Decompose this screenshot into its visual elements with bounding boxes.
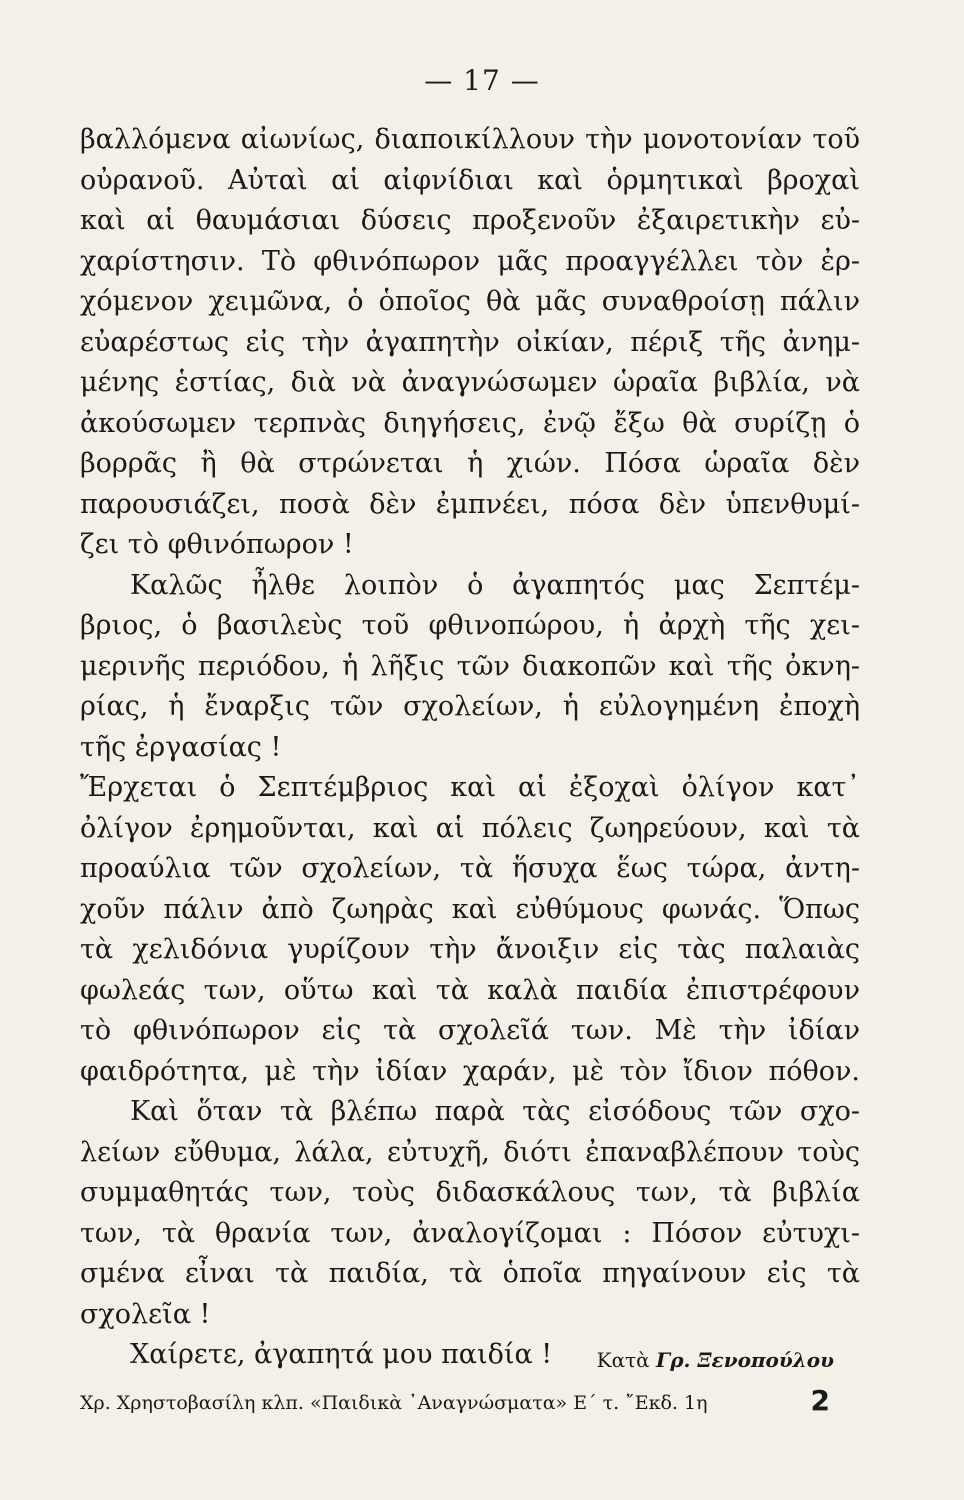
text-line: χοῦν πάλιν ἀπὸ ζωηρὰς καὶ εὐθύμους φωνάς. Ὅπως (80, 893, 860, 925)
text-line: βορρᾶς ἢ θὰ στρώνεται ἡ χιών. Πόσα ὡραῖα δὲν (80, 448, 860, 479)
text-line: ἀκούσωμεν τερπνὰς διηγήσεις, ἐνῷ ἔξω θὰ συρίζῃ ὁ (80, 407, 860, 439)
text-line: λείων εὔθυμα, λάλα, εὐτυχῆ, διότι ἐπαναβλέπουν τοὺς (80, 1136, 860, 1168)
text-line: καὶ αἱ θαυμάσιαι δύσεις προξενοῦν ἐξαιρετικὴν εὐ- (80, 205, 860, 236)
text-line: βαλλόμενα αἰωνίως, διαποικίλλουν τὴν μονοτονίαν τοῦ (80, 124, 860, 155)
text-line: συμμαθητάς των, τοὺς διδασκάλους των, τὰ βιβλία (80, 1177, 860, 1208)
text-line: ρίας, ἡ ἔναρξις τῶν σχολείων, ἡ εὐλογημένη ἐποχὴ (80, 691, 860, 722)
page-number: — 17 — (424, 64, 540, 97)
text-line: μένης ἑστίας, διὰ νὰ ἀναγνώσωμεν ὡραῖα βιβλία, νὰ (80, 367, 860, 398)
text-line: σχολεῖα ! (80, 1298, 211, 1330)
text-line: βριος, ὁ βασιλεὺς τοῦ φθινοπώρου, ἡ ἀρχὴ τῆς χει- (80, 610, 860, 641)
text-line: χόμενον χειμῶνα, ὁ ὁποῖος θὰ μᾶς συναθροίσῃ πάλιν (80, 286, 860, 317)
body-text (80, 120, 860, 1376)
text-line: Ἔρχεται ὁ Σεπτέμβριος καὶ αἱ ἐξοχαὶ ὀλίγον κατ᾿ (80, 772, 860, 803)
attribution (597, 1348, 834, 1372)
footer-note: Χρ. Χρηστοβασίλη κλπ. «Παιδικὰ ᾿Αναγνώσματα» Ε΄ τ. ῎Εκδ. 1η (80, 1392, 708, 1414)
text-line: Καλῶς ἦλθε λοιπὸν ὁ ἀγαπητός μας Σεπτέμ- (130, 569, 860, 601)
text-line: Χαίρετε, ἀγαπητά μου παιδία ! (130, 1339, 553, 1370)
text-line: εὐαρέστως εἰς τὴν ἀγαπητὴν οἰκίαν, πέριξ τῆς ἀνημ- (80, 326, 860, 358)
text-line: τὸ φθινόπωρον εἰς τὰ σχολεῖά των. Μὲ τὴν ἰδίαν (80, 1015, 860, 1046)
text-line: τῆς ἐργασίας ! (80, 731, 282, 763)
text-line: τὰ χελιδόνια γυρίζουν τὴν ἄνοιξιν εἰς τὰς παλαιὰς (80, 934, 860, 965)
text-line: μερινῆς περιόδου, ἡ λῆξις τῶν διακοπῶν καὶ τῆς ὀκνη- (80, 650, 860, 682)
text-line: χαρίστησιν. Τὸ φθινόπωρον μᾶς προαγγέλλει τὸν ἐρ- (80, 245, 860, 277)
text-line: φωλεάς των, οὕτω καὶ τὰ καλὰ παιδία ἐπιστρέφουν (80, 974, 860, 1006)
attribution-author: Γρ. Ξενοπούλου (656, 1348, 834, 1372)
attribution-prefix: Κατὰ (596, 1348, 650, 1372)
text-line: σμένα εἶναι τὰ παιδία, τὰ ὁποῖα πηγαίνουν εἰς τὰ (80, 1258, 860, 1289)
text-line: φαιδρότητα, μὲ τὴν ἰδίαν χαράν, μὲ τὸν ἴδιον πόθον. (80, 1055, 860, 1087)
text-line: ζει τὸ φθινόπωρον ! (80, 529, 354, 560)
text-line: Καὶ ὅταν τὰ βλέπω παρὰ τὰς εἰσόδους τῶν σχο- (130, 1096, 860, 1127)
text-line: ὀλίγον ἐρημοῦνται, καὶ αἱ πόλεις ζωηρεύουν, καὶ τὰ (80, 812, 860, 844)
text-line: οὐρανοῦ. Αὐταὶ αἱ αἰφνίδιαι καὶ ὁρμητικαὶ βροχαὶ (80, 164, 860, 196)
text-line: των, τὰ θρανία των, ἀναλογίζομαι : Πόσον εὐτυχι- (80, 1217, 860, 1249)
text-line: παρουσιάζει, ποσὰ δὲν ἐμπνέει, πόσα δὲν ὑπενθυμί- (80, 488, 860, 520)
text-line: προαύλια τῶν σχολείων, τὰ ἥσυχα ἕως τώρα, ἀντη- (80, 853, 860, 884)
signature-mark: 2 (810, 1384, 830, 1417)
